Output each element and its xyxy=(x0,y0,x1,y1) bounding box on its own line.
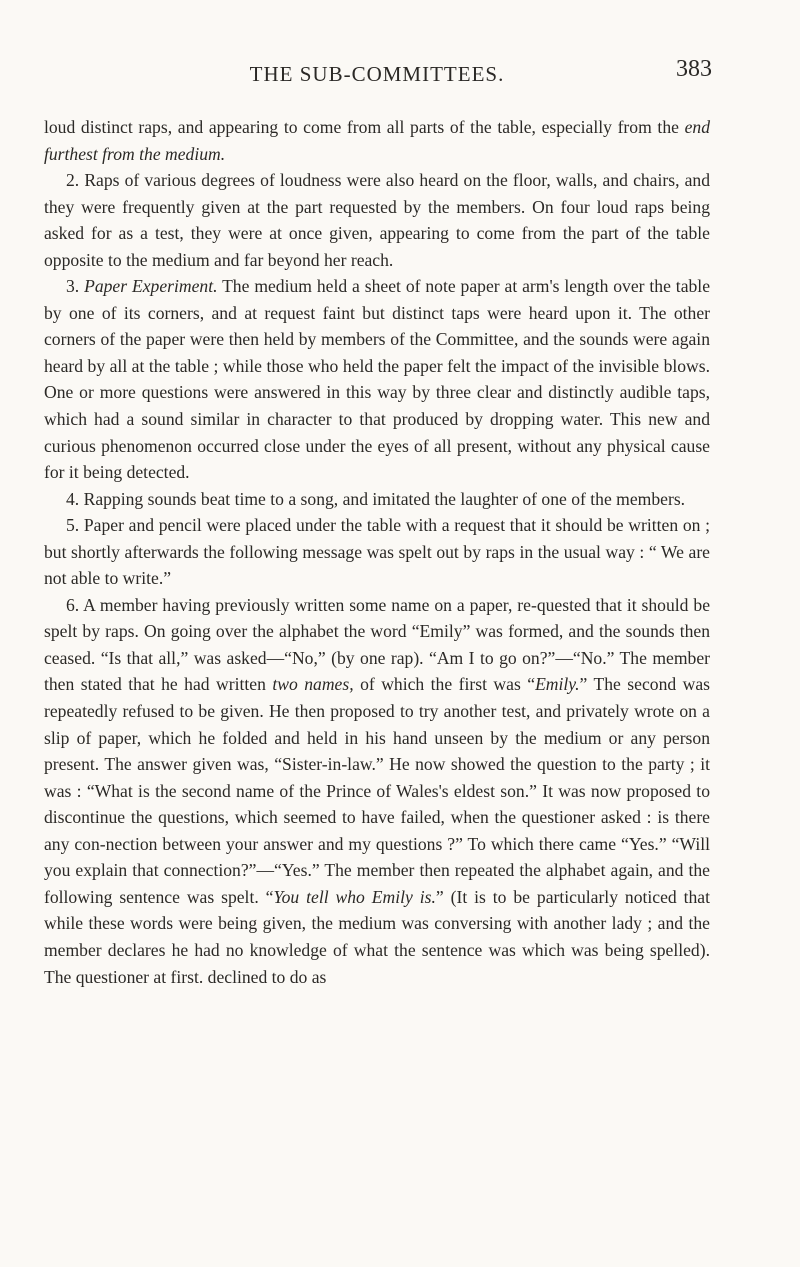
text-run: ” (It is to be particularly noticed that while these words were being given, the medium was conversing with another lady ; and the member declares he had no knowledge of what the sentence was which was being spelled). The questioner at first. declined to do as xyxy=(44,886,710,987)
paragraph xyxy=(44,114,710,167)
paragraph xyxy=(44,592,710,990)
body-text xyxy=(44,114,710,990)
italic-text: Emily. xyxy=(535,674,580,695)
page-number: 383 xyxy=(676,56,712,82)
text-run: 5. Paper and pencil were placed under the table with a request that it should be written on ; but shortly afterwards the following message was spelt out by raps in the usual way : “ We are not able to write.” xyxy=(44,515,710,589)
text-run: loud distinct raps, and appearing to come from all parts of the table, especially from the xyxy=(44,117,685,137)
italic-text: two names, xyxy=(272,674,354,695)
text-run: 3. xyxy=(66,276,85,297)
paragraph xyxy=(44,273,710,485)
text-run: ” The second was repeatedly refused to be given. He then proposed to try another test, and privately wrote on a slip of paper, which he folded and held in his hand unseen by the medium or any person present. The answer given was, “Sister-in-law.” He now showed the question to the party ; it was : “What is the second name of the Prince of Wales's eldest son.” It was now proposed to discontinue the questions, which seemed to have failed, when the questioner asked : is there any con-nection between your answer and my questions ?” To which there came “Yes.” “Will you explain that connection?”—“Yes.” The member then repeated the alphabet again, and the following sentence was spelt. “ xyxy=(44,674,710,907)
paragraph xyxy=(44,167,710,273)
running-title: THE SUB-COMMITTEES. xyxy=(249,62,505,86)
paragraph xyxy=(44,512,710,592)
italic-text: Paper Experiment. xyxy=(84,276,218,297)
text-run: of which the first was “ xyxy=(353,674,536,695)
italic-text: end furthest from the medium. xyxy=(44,117,710,164)
italic-text: You tell who Emily is. xyxy=(273,886,436,907)
running-head xyxy=(44,56,710,86)
text-run: The medium held a sheet of note paper at arm's length over the table by one of its corners, and at request faint but distinct taps were heard upon it. The other corners of the paper were then held by members of the Committee, and the sounds were again heard by all at the table ; while those who held the paper felt the impact of the invisible blows. One or more questions were answered in this way by three clear and distinctly audible taps, which had a sound similar in character to that produced by dropping water. This new and curious phenomenon occurred close under the eyes of all present, without any physical cause for it being detected. xyxy=(44,276,710,483)
paragraph xyxy=(44,486,710,513)
text-run: 6. A member having previously written some name on a paper, re-quested that it should be spelt by raps. On going over the alphabet the word “Emily” was formed, and the sounds then ceased. “Is that all,” was asked—“No,” (by one rap). “Am I to go on?”—“No.” The member then stated that he had written xyxy=(44,594,710,695)
text-run: 2. Raps of various degrees of loudness were also heard on the floor, walls, and chairs, and they were frequently given at the part requested by the members. On four loud raps being asked for as a test, they were at once given, appearing to come from the part of the table opposite to the medium and far beyond her reach. xyxy=(44,170,710,270)
text-run: 4. Rapping sounds beat time to a song, and imitated the laughter of one of the members. xyxy=(66,488,686,509)
